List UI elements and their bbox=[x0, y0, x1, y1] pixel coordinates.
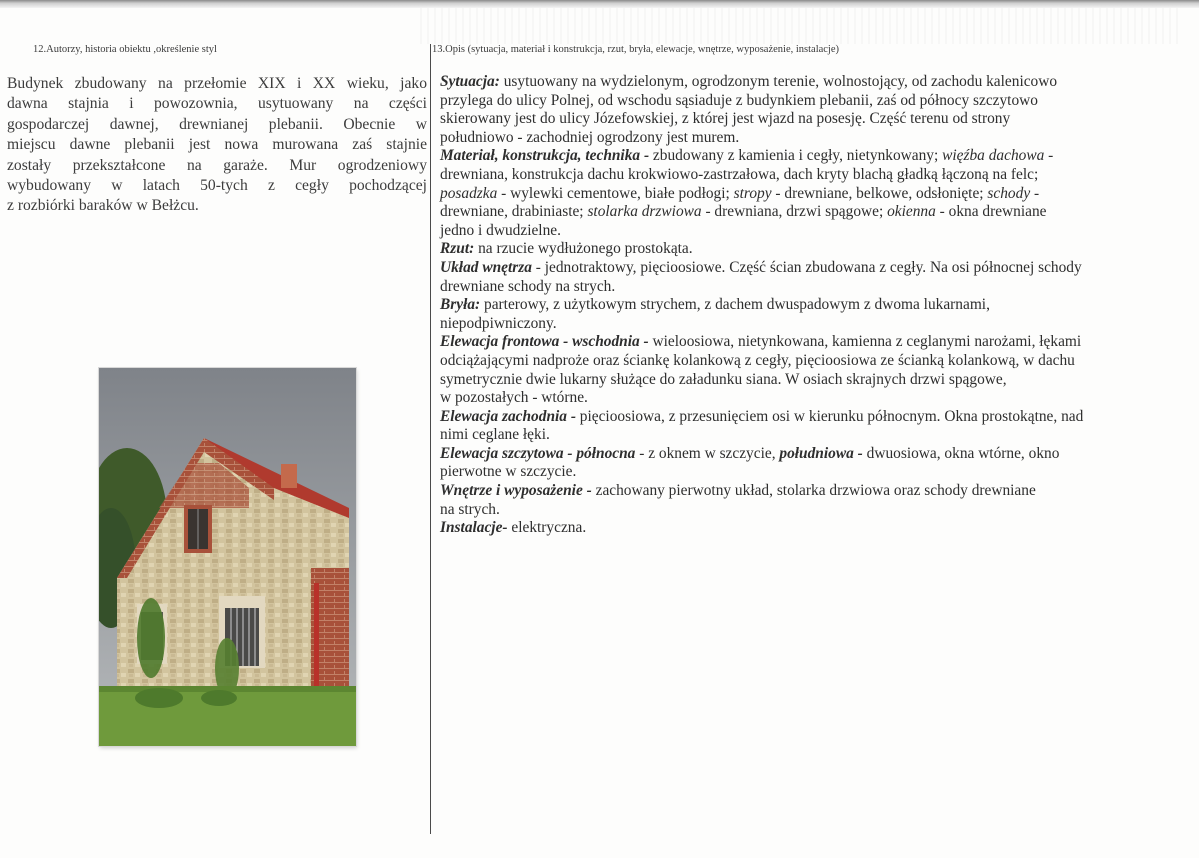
sytuacja-line: skierowany jest do ulicy Józefowskiej, z której jest wjazd na posesję. Część terenu od strony bbox=[440, 110, 1011, 128]
poludniowa-label: południowa - bbox=[779, 444, 863, 462]
description-section bbox=[440, 73, 1160, 538]
poludniowa-text: dwuosiowa, okna wtórne, okno bbox=[862, 444, 1060, 462]
frontowa-label: Elewacja frontowa - wschodnia - bbox=[440, 333, 649, 351]
sytuacja-line: południowo - zachodniej ogrodzony jest murem. bbox=[440, 128, 740, 146]
history-line: zostały przekształcone na garaże. Mur ogrodzeniowy bbox=[7, 156, 427, 174]
zachodnia-line: nimi ceglane łęki. bbox=[440, 426, 550, 444]
bryla-label: Bryła: bbox=[440, 296, 481, 314]
column-divider bbox=[430, 44, 431, 834]
instalacje-label: Instalacje- bbox=[440, 519, 508, 537]
history-line: z rozbiórki baraków w Bełżcu. bbox=[7, 197, 199, 215]
frontowa-line: odciążającymi nadproże oraz ściankę kolankową z cegły, pięcioosiowa ze ścianką kolankową, w dachu bbox=[440, 351, 1075, 369]
material-text: zbudowany z kamienia i cegły, nietynkowany; bbox=[649, 147, 943, 165]
material-line: jedno i dwudzielne. bbox=[440, 221, 561, 239]
building-photo bbox=[99, 368, 356, 746]
section-13-header: 13.Opis (sytuacja, materiał i konstrukcja, rzut, bryła, elewacje, wnętrze, wyposażenie, instalacje) bbox=[432, 44, 840, 55]
szczytowa-line bbox=[440, 445, 1160, 464]
szczytowa-text: - z oknem w szczycie, bbox=[635, 444, 780, 462]
schody-text: drewniane, drabiniaste; bbox=[440, 203, 588, 221]
wnetrze-line bbox=[440, 482, 1160, 501]
stolarka-text: drewniana, drzwi spągowe; bbox=[710, 203, 888, 221]
bryla-line bbox=[440, 296, 1160, 315]
frontowa-line: w pozostałych - wtórne. bbox=[440, 389, 588, 407]
uklad-label: Układ wnętrza bbox=[440, 258, 532, 276]
zachodnia-label: Elewacja zachodnia - bbox=[440, 407, 576, 425]
bryla-text: parterowy, z użytkowym strychem, z dachem dwuspadowym z dwoma lukarnami, bbox=[480, 296, 990, 314]
szczytowa-line: pierwotne w szczycie. bbox=[440, 463, 577, 481]
history-line: Budynek zbudowany na przełomie XIX i XX wieku, jako bbox=[7, 75, 427, 92]
history-line: dawna stajnia i powozownia, usytuowany na części bbox=[7, 95, 427, 113]
uklad-line: drewniane schody na strych. bbox=[440, 277, 616, 295]
okienna-label: okienna - bbox=[887, 203, 945, 221]
okienna-text: okna drewniane bbox=[944, 203, 1047, 221]
bryla-line: niepodpiwniczony. bbox=[440, 314, 557, 332]
history-line: wybudowany w latach 50-tych z cegły pochodzącej bbox=[7, 177, 427, 195]
building-photo-illustration bbox=[99, 368, 356, 746]
szczytowa-label: Elewacja szczytowa - północna bbox=[440, 444, 636, 462]
stolarka-label: stolarka drzwiowa - bbox=[587, 203, 711, 221]
scan-top-edge bbox=[0, 0, 1199, 8]
history-paragraph bbox=[7, 74, 427, 217]
frontowa-line bbox=[440, 333, 1160, 352]
frontowa-text: wieloosiowa, nietynkowana, kamienna z ceglanymi narożami, łękami bbox=[648, 333, 1082, 351]
wiezba-label: więźba dachowa - bbox=[942, 147, 1054, 165]
history-line: miejscu dawne plebanii jest nowa murowana zaś stajnie bbox=[7, 136, 427, 154]
material-line bbox=[440, 203, 1160, 222]
sytuacja-text: usytuowany na wydzielonym, ogrodzonym terenie, wolnostojący, od zachodu kalenicowo bbox=[499, 73, 1058, 90]
zachodnia-text: pięcioosiowa, z przesunięciem osi w kierunku północnym. Okna prostokątne, nad bbox=[575, 407, 1084, 425]
rzut-line bbox=[440, 240, 1160, 259]
material-line bbox=[440, 147, 1160, 166]
material-line bbox=[440, 185, 1160, 204]
wnetrze-text: zachowany pierwotny układ, stolarka drzwiowa oraz schody drewniane bbox=[591, 482, 1036, 500]
wnetrze-label: Wnętrze i wyposażenie - bbox=[440, 482, 592, 500]
rzut-text: na rzucie wydłużonego prostokąta. bbox=[474, 240, 693, 258]
wnetrze-line: na strych. bbox=[440, 500, 500, 518]
material-label: Materiał, konstrukcja, technika - bbox=[440, 147, 650, 165]
posadzka-label: posadzka - bbox=[440, 184, 507, 202]
sytuacja-label: Sytuacja: bbox=[440, 73, 500, 90]
uklad-text: - jednotraktowy, pięcioosiowe. Część ścian zbudowana z cegły. Na osi północnej schody bbox=[531, 258, 1082, 276]
posadzka-text: wylewki cementowe, białe podłogi; bbox=[506, 184, 734, 202]
scan-bleed-through bbox=[420, 8, 1180, 44]
stropy-label: stropy - bbox=[733, 184, 781, 202]
sytuacja-line: przylega do ulicy Polnej, od wschodu sąsiaduje z budynkiem plebanii, zaś od północy szczytowo bbox=[440, 91, 1038, 109]
history-line: gospodarczej dawnej, drewnianej plebanii. Obecnie w bbox=[7, 115, 427, 133]
zachodnia-line bbox=[440, 408, 1160, 427]
schody-label: schody - bbox=[987, 184, 1040, 202]
frontowa-line: symetrycznie dwie lukarny służące do załadunku siana. W osiach skrajnych drzwi spągowe, bbox=[440, 370, 1007, 388]
instalacje-line bbox=[440, 519, 1160, 538]
rzut-label: Rzut: bbox=[440, 240, 475, 258]
uklad-line bbox=[440, 259, 1160, 278]
sytuacja-line bbox=[440, 73, 1160, 92]
stropy-text: drewniane, belkowe, odsłonięte; bbox=[780, 184, 988, 202]
instalacje-text: elektryczna. bbox=[507, 519, 587, 537]
material-line: drewniana, konstrukcja dachu krokwiowo-zastrzałowa, dach kryty blachą gładką łączoną na felc; bbox=[440, 165, 1039, 183]
section-12-header: 12.Autorzy, historia obiektu ,określenie styl bbox=[33, 44, 217, 55]
